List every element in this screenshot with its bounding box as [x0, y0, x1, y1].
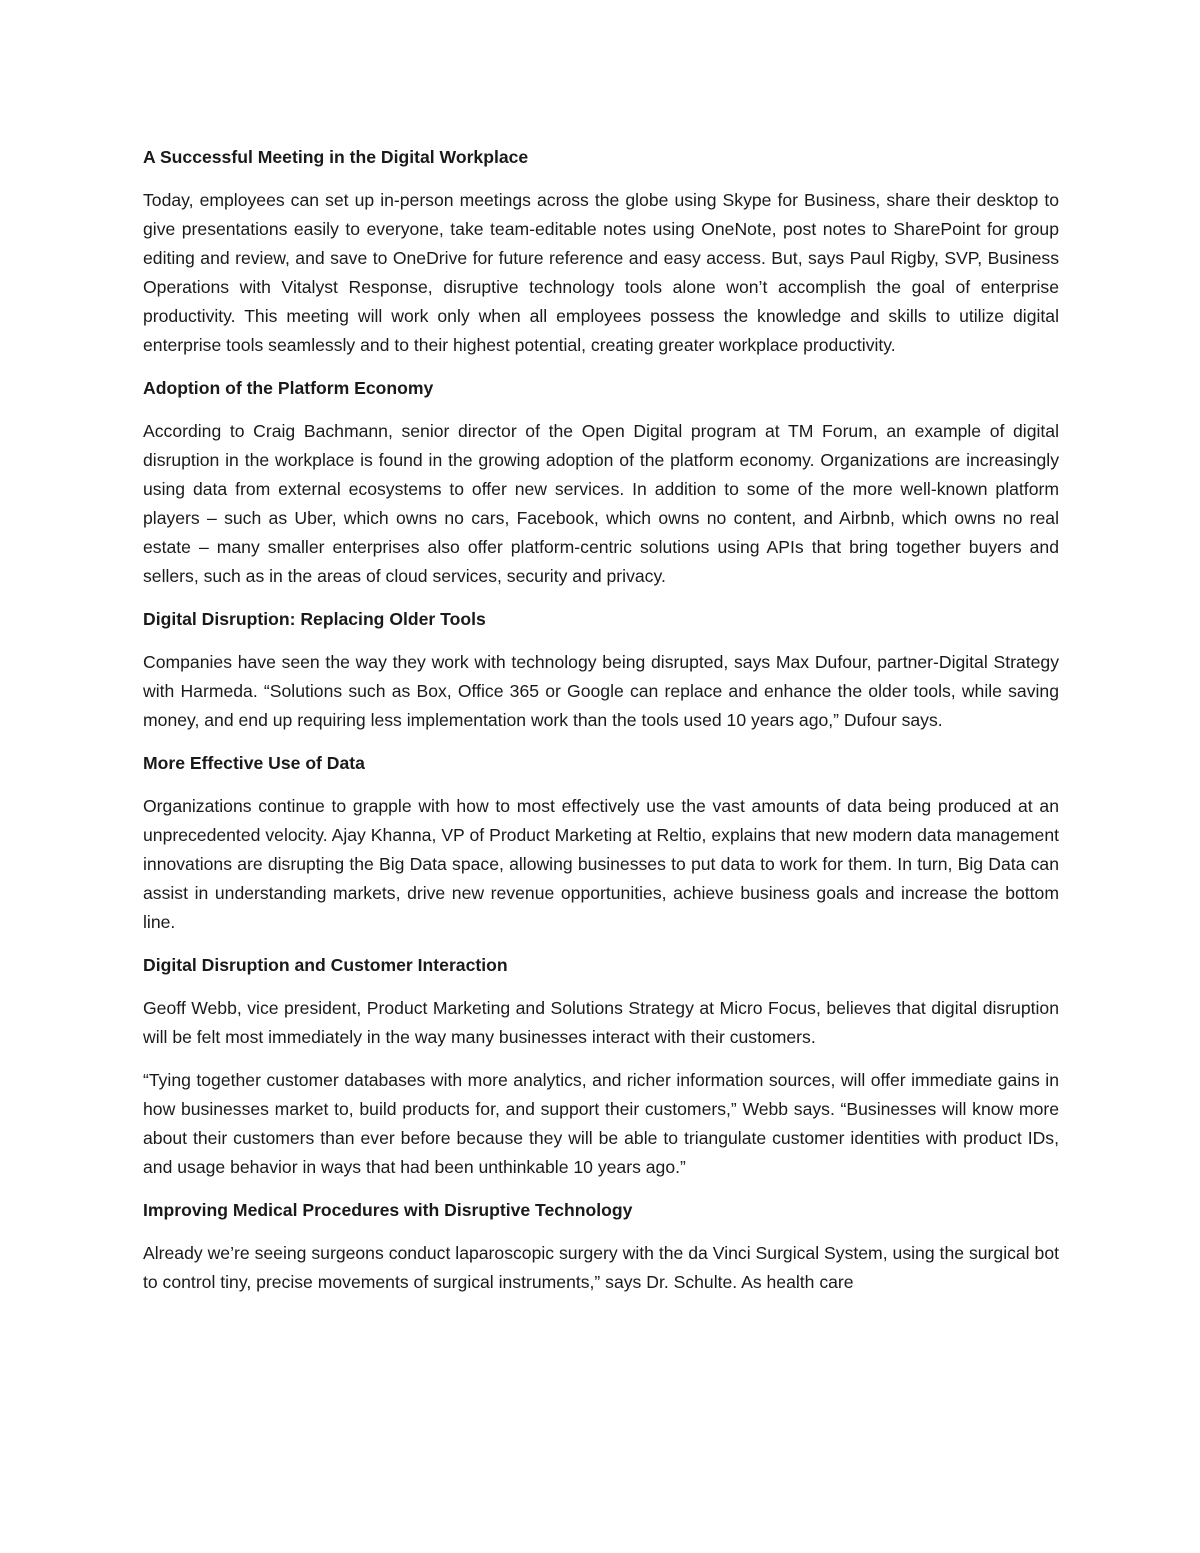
section-paragraph: According to Craig Bachmann, senior director of the Open Digital program at TM Forum, an example of digital disruption in the workplace is found in the growing adoption of the platform economy. Organizations are increasingly using data from external ecosystems to offer new services. In addition to some of the more well-known platform players – such as Uber, which owns no cars, Facebook, which owns no content, and Airbnb, which owns no real estate – many smaller enterprises also offer platform-centric solutions using APIs that bring together buyers and sellers, such as in the areas of cloud services, security and privacy.: [143, 421, 1059, 586]
section-paragraph: Today, employees can set up in-person meetings across the globe using Skype for Business, share their desktop to give presentations easily to everyone, take team-editable notes using OneNote, post notes to SharePoint for group editing and review, and save to OneDrive for future reference and easy access. But, says Paul Rigby, SVP, Business Operations with Vitalyst Response, disruptive technology tools alone won’t accomplish the goal of enterprise productivity. This meeting will work only when all employees possess the knowledge and skills to utilize digital enterprise tools seamlessly and to their highest potential, creating greater workplace productivity.: [143, 190, 1059, 355]
section-heading: More Effective Use of Data: [143, 753, 365, 773]
section-paragraph: Already we’re seeing surgeons conduct laparoscopic surgery with the da Vinci Surgical System, using the surgical bot to control tiny, precise movements of surgical instruments,” says Dr. Schulte. As health care: [143, 1243, 1059, 1292]
section-paragraph: Geoff Webb, vice president, Product Marketing and Solutions Strategy at Micro Focus, believes that digital disruption will be felt most immediately in the way many businesses interact with their customers.: [143, 998, 1059, 1047]
section-paragraph: Companies have seen the way they work with technology being disrupted, says Max Dufour, partner-Digital Strategy with Harmeda. “Solutions such as Box, Office 365 or Google can replace and enhance the older tools, while saving money, and end up requiring less implementation work than the tools used 10 years ago,” Dufour says.: [143, 652, 1059, 730]
document-page: [143, 143, 1059, 1297]
section-heading: Digital Disruption: Replacing Older Tools: [143, 609, 486, 629]
section-paragraph: “Tying together customer databases with more analytics, and richer information sources, will offer immediate gains in how businesses market to, build products for, and support their customers,” Webb says. “Businesses will know more about their customers than ever before because they will be able to triangulate customer identities with product IDs, and usage behavior in ways that had been unthinkable 10 years ago.”: [143, 1070, 1059, 1177]
section-heading: A Successful Meeting in the Digital Workplace: [143, 147, 529, 167]
section-heading: Digital Disruption and Customer Interaction: [143, 955, 508, 975]
section-heading: Improving Medical Procedures with Disruptive Technology: [143, 1200, 633, 1220]
section-paragraph: Organizations continue to grapple with how to most effectively use the vast amounts of data being produced at an unprecedented velocity. Ajay Khanna, VP of Product Marketing at Reltio, explains that new modern data management innovations are disrupting the Big Data space, allowing businesses to put data to work for them. In turn, Big Data can assist in understanding markets, drive new revenue opportunities, achieve business goals and increase the bottom line.: [143, 796, 1059, 932]
section-heading: Adoption of the Platform Economy: [143, 378, 434, 398]
